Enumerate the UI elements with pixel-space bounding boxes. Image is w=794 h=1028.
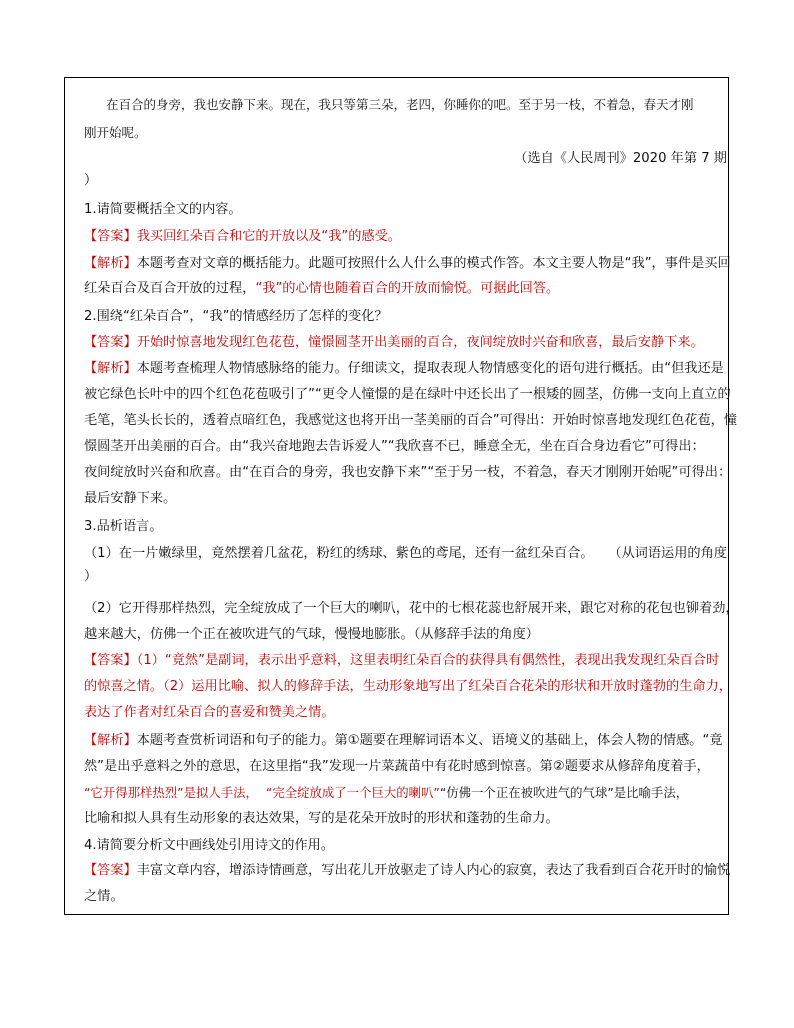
answer-text: 丰富文章内容，增添诗情画意，写出花儿开放驱走了诗人内心的寂寞，表达了我看到百合花开时的愉悦 <box>136 863 731 878</box>
analysis-tag: 【解析】 <box>84 256 137 271</box>
question-3-sentence-1: （1）在一片嫩绿里，竟然摆着几盆花，粉红的绣球、紫色的鸢尾，还有一盆红朵百合。 <box>84 546 594 561</box>
analysis-tag: 【解析】 <box>84 361 137 376</box>
analysis-2-line: 毛笔，笔头长长的，透着点暗红色，我感觉这也将开出一茎美丽的百合”可得出：开始时惊喜地发现红色花苞，憧 <box>84 413 738 428</box>
answer-1 <box>84 228 401 246</box>
question-3-sentence-2: 越来越大，仿佛一个正在被吹进气的气球，慢慢地膨胀。（从修辞手法的角度） <box>84 627 539 642</box>
answer-tag: 【答案】 <box>84 229 137 244</box>
analysis-text: 本题考查梳理人物情感脉络的能力。仔细读文，提取表现人物情感变化的语句进行概括。由“但我还是 <box>136 361 724 376</box>
answer-text: 我买回红朵百合和它的开放以及“我”的感受。 <box>136 229 401 244</box>
analysis-3-line <box>84 784 688 802</box>
analysis-1-line <box>84 255 731 273</box>
question-3: 3.品析语言。 <box>84 519 163 534</box>
analysis-2-line: 被它绿色长叶中的四个红色花苞吸引了”“更令人憧憬的是在绿叶中还长出了一根矮的圆茎，仿佛一支向上直立的 <box>84 387 731 402</box>
analysis-1-line <box>84 280 559 298</box>
passage-line: 刚开始呢。 <box>84 125 147 140</box>
analysis-tag: 【解析】 <box>84 733 137 748</box>
answer-text: 开始时惊喜地发现红色花苞，憧憬圆茎开出美丽的百合，夜间绽放时兴奋和欣喜，最后安静下来。 <box>136 335 704 350</box>
answer-3-line: 的惊喜之情。（2）运用比喻、拟人的修辞手法，生动形象地写出了红朵百合花朵的形状和开放时蓬勃的生命力， <box>84 679 732 694</box>
source-citation-close: ） <box>84 173 98 188</box>
answer-3-line <box>84 652 719 670</box>
passage-text: 在百合的身旁，我也安静下来。现在，我只等第三朵，老四，你睡你的吧。至于另一枝，不着急，春天才刚 <box>106 97 694 112</box>
analysis-2-line <box>84 360 724 378</box>
answer-3-line: 表达了作者对红朵百合的喜爱和赞美之情。 <box>84 705 335 720</box>
question-4: 4.请简要分析文中画线处引用诗文的作用。 <box>84 838 334 853</box>
answer-tag: 【答案】 <box>84 335 137 350</box>
answer-4-line <box>84 862 730 880</box>
analysis-3-line: 然”是出乎意料之外的意思，在这里指“我”发现一片菜蔬苗中有花时感到惊喜。第②题要求从修辞角度着手， <box>84 759 710 774</box>
analysis-2-line: 憬圆茎开出美丽的百合。由“我兴奋地跑去告诉爱人”“我欣喜不已，睡意全无，坐在百合身边看它”可得出： <box>84 439 705 454</box>
answer-text: （1）“竟然”是副词，表示出乎意料，这里表明红朵百合的获得具有偶然性，表现出我发现红朵百合时 <box>136 653 720 668</box>
analysis-text: 红朵百合及百合开放的过程， <box>84 281 256 296</box>
answer-4-line: 之情。 <box>84 889 124 904</box>
question-3-hint-close: ） <box>84 569 98 584</box>
analysis-3-line: 比喻和拟人具有生动形象的表达效果，写的是花朵开放时的形状和蓬勃的生命力。 <box>84 811 559 826</box>
analysis-quote: “完全绽放成了一个巨大的喇叭” <box>265 785 440 800</box>
answer-tag: 【答案】 <box>84 863 137 878</box>
analysis-2-line: 夜间绽放时兴奋和欣喜。由“在百合的身旁，我也安静下来”“至于另一枝，不着急，春天才刚刚开始呢”可得出： <box>84 465 732 480</box>
question-1: 1.请简要概括全文的内容。 <box>84 202 242 217</box>
answer-2 <box>84 334 704 352</box>
source-citation: （选自《人民周刊》2020 年第 7 期 <box>514 151 727 166</box>
analysis-text: “仿佛一个正在被吹进气的气球”是比喻手法， <box>439 785 689 800</box>
analysis-2-line: 最后安静下来。 <box>84 491 177 506</box>
question-3-hint: （从词语运用的角度 <box>608 546 727 561</box>
analysis-quote: “它开得那样热烈”是拟人手法， <box>84 785 258 800</box>
analysis-text: 本题考查赏析词语和句子的能力。第①题要在理解词语本义、语境义的基础上，体会人物的情感。“竟 <box>136 733 723 748</box>
question-2: 2.围绕“红朵百合”，“我”的情感经历了怎样的变化？ <box>84 309 388 324</box>
question-3-sentence-2: （2）它开得那样热烈，完全绽放成了一个巨大的喇叭，花中的七根花蕊也舒展开来，跟它对称的花包也铆着劲， <box>84 601 739 616</box>
analysis-text: 本题考查对文章的概括能力。此题可按照什么人什么事的模式作答。本文主要人物是“我”，事件是买回 <box>136 256 731 271</box>
analysis-text-highlight: “我”的心情也随着百合的开放而愉悦。可据此回答。 <box>255 281 560 296</box>
answer-tag: 【答案】 <box>84 653 137 668</box>
passage-line <box>86 96 694 114</box>
analysis-3-line <box>84 732 722 750</box>
